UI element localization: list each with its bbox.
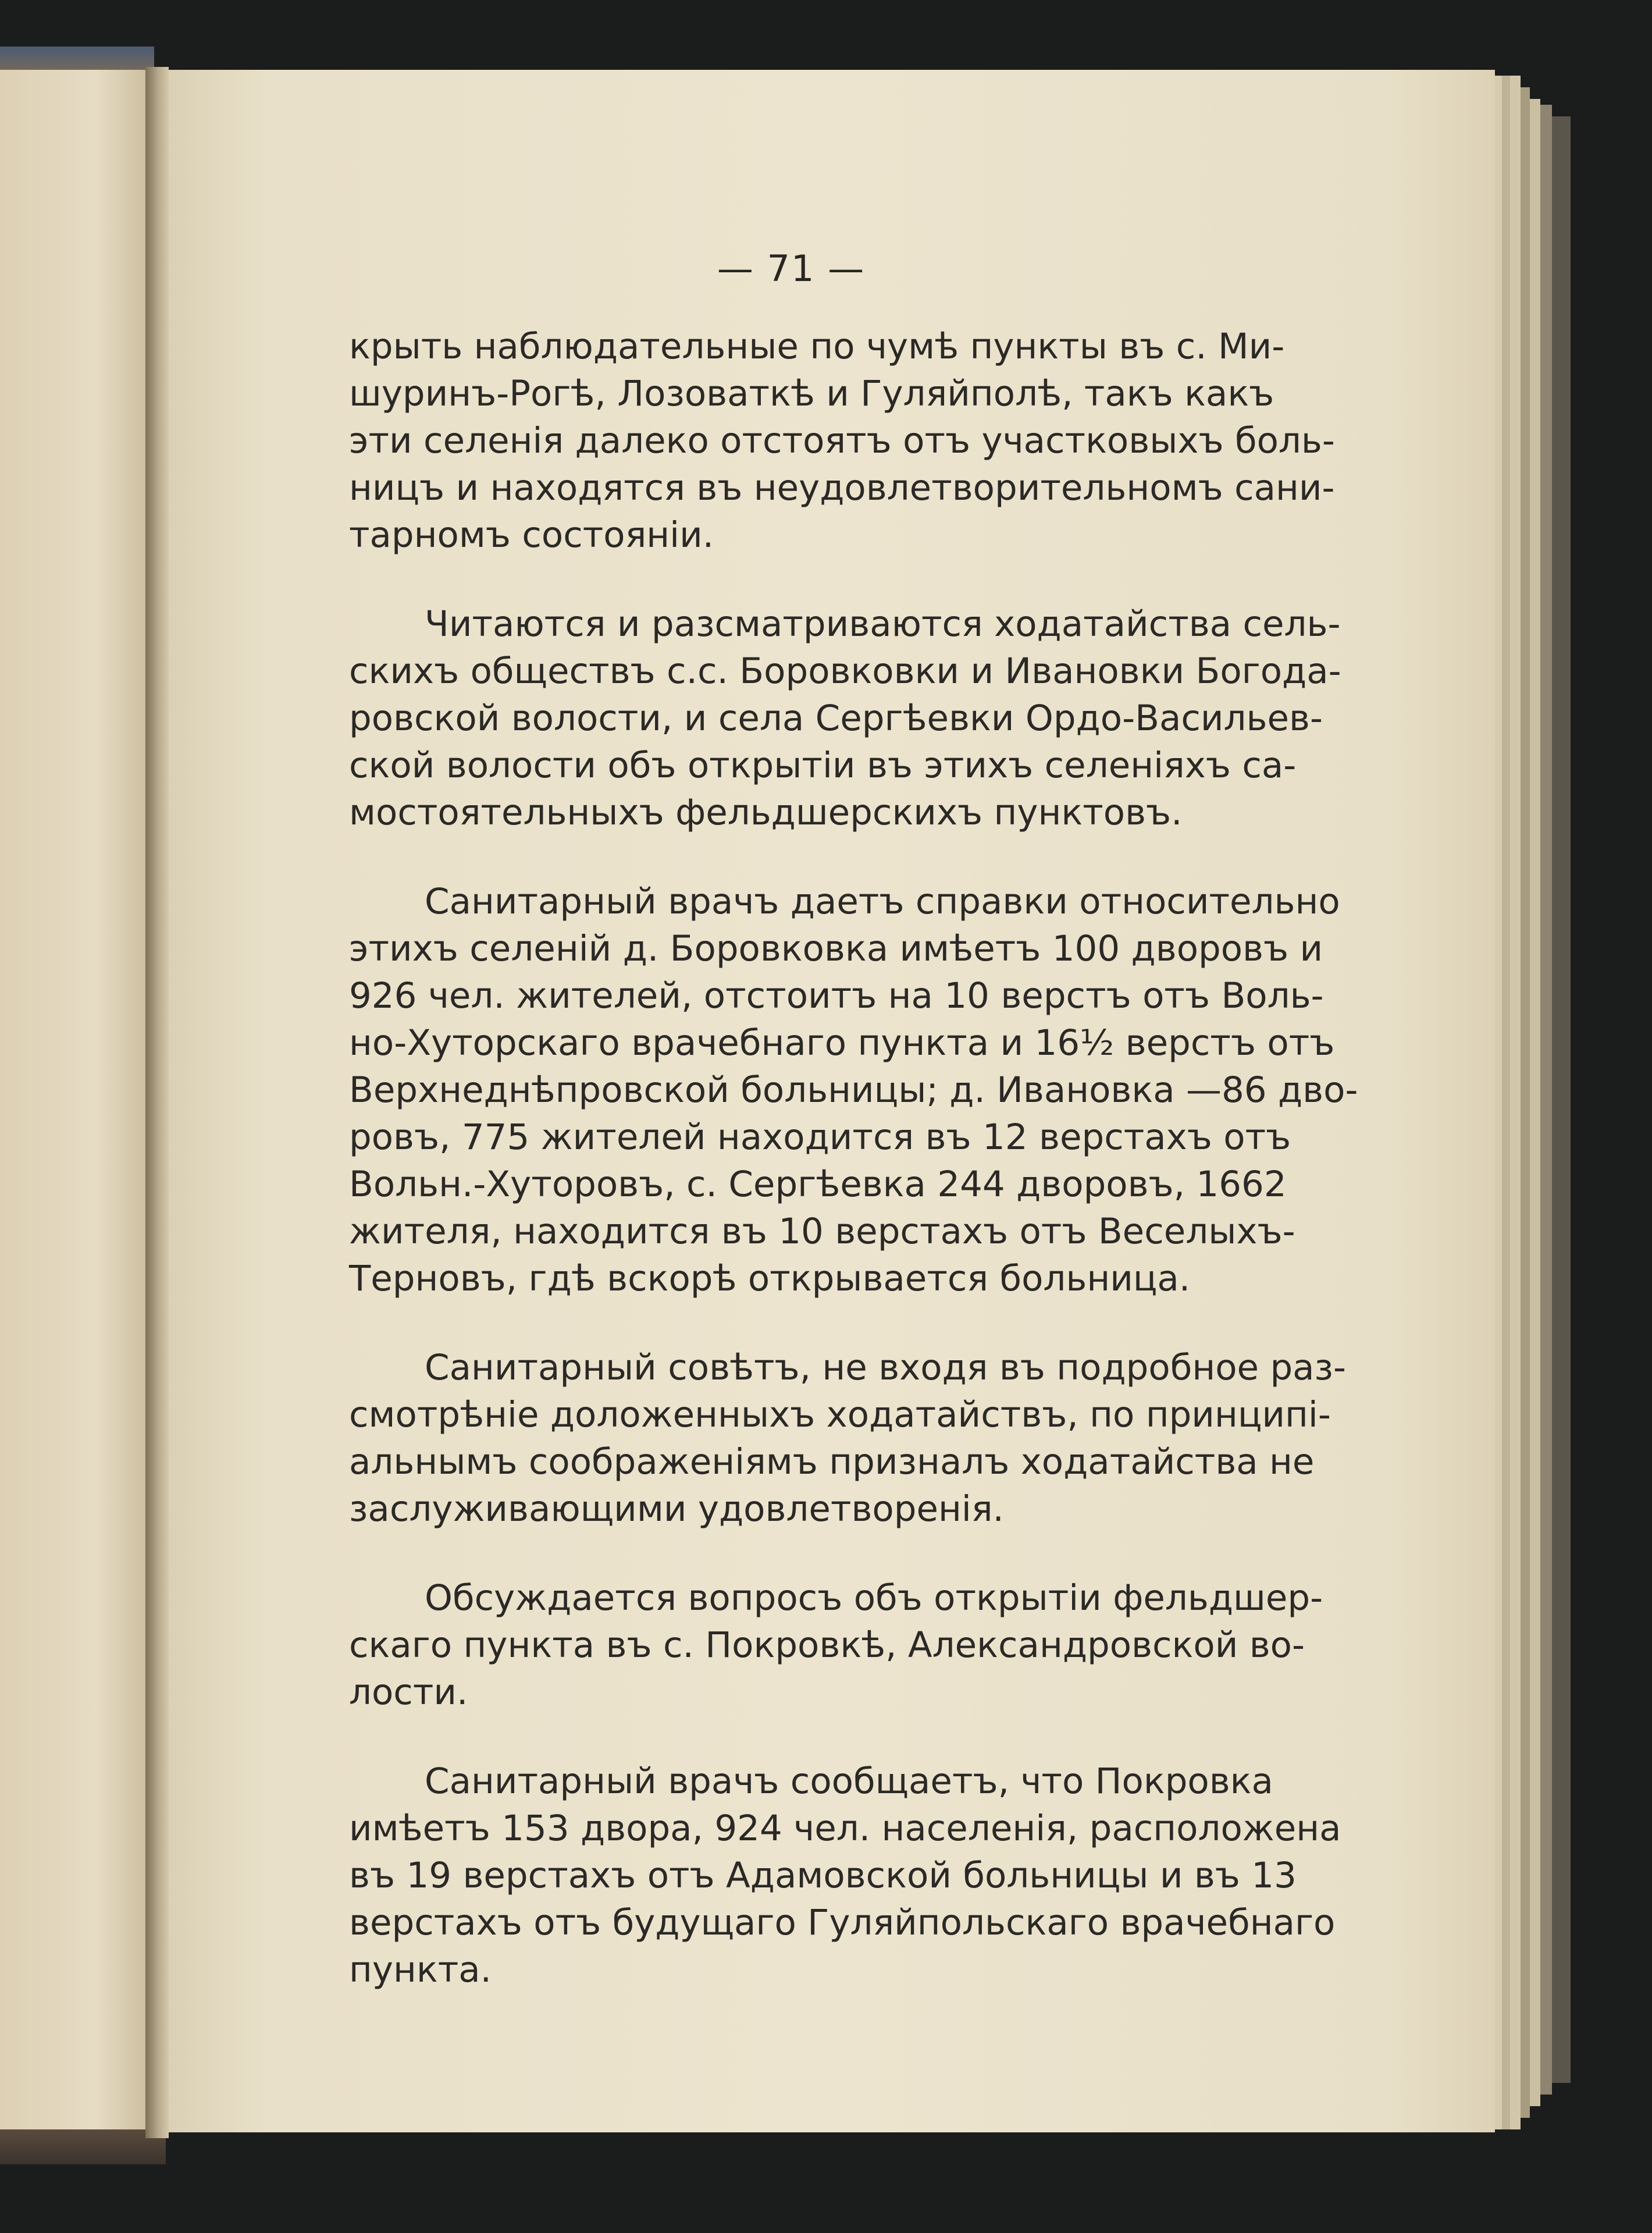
text-line: заслуживающими удовлетворенія. bbox=[349, 1488, 1004, 1530]
text-line: мостоятельныхъ фельдшерскихъ пунктовъ. bbox=[349, 792, 1183, 833]
text-line: Терновъ, гдѣ вскорѣ открывается больница. bbox=[349, 1258, 1191, 1299]
text-line: лости. bbox=[349, 1672, 468, 1713]
text-line: верстахъ отъ будущаго Гуляйпольскаго врачебнаго bbox=[349, 1902, 1336, 1943]
paragraph bbox=[349, 1758, 1341, 1993]
text-line: Читаются и разсматриваются ходатайства сель- bbox=[425, 603, 1341, 645]
paragraph bbox=[349, 878, 1358, 1302]
page-block-edge bbox=[1502, 76, 1510, 2129]
previous-page-edge bbox=[0, 70, 160, 2135]
text-line: Вольн.-Хуторовъ, с. Сергѣевка 244 дворовъ, 1662 bbox=[349, 1164, 1287, 1205]
text-line: Обсуждается вопросъ объ открытіи фельдшер- bbox=[425, 1577, 1323, 1619]
text-line: скаго пункта въ с. Покровкѣ, Александровской во- bbox=[349, 1624, 1305, 1666]
text-line: ницъ и находятся въ неудовлетворительномъ сани- bbox=[349, 467, 1335, 509]
page-block-edge bbox=[1540, 105, 1552, 2095]
previous-page-bottom-edge bbox=[0, 2129, 166, 2164]
text-line: но-Хуторскаго врачебнаго пункта и 16½ верстъ отъ bbox=[349, 1022, 1335, 1064]
text-line: ровъ, 775 жителей находится въ 12 верстахъ отъ bbox=[349, 1116, 1291, 1158]
text-line: ровской волости, и села Сергѣевки Ордо-Васильев- bbox=[349, 698, 1323, 739]
paragraph bbox=[349, 600, 1341, 836]
paragraph bbox=[349, 1574, 1323, 1716]
text-line: скихъ обществъ с.с. Боровковки и Ивановки Богода- bbox=[349, 650, 1341, 692]
book-cover-edge bbox=[1552, 116, 1571, 2083]
text-line: Санитарный врачъ даетъ справки относительно bbox=[425, 881, 1340, 922]
text-line: пункта. bbox=[349, 1949, 492, 1990]
page-block-edge bbox=[1521, 87, 1530, 2118]
text-line: въ 19 верстахъ отъ Адамовской больницы и въ 13 bbox=[349, 1855, 1297, 1896]
text-line: Санитарный совѣтъ, не входя въ подробное раз- bbox=[425, 1347, 1347, 1388]
text-line: этихъ селеній д. Боровковка имѣетъ 100 дворовъ и bbox=[349, 928, 1323, 969]
text-line: жителя, находится въ 10 верстахъ отъ Веселыхъ- bbox=[349, 1211, 1295, 1252]
text-line: Верхнеднѣпровской больницы; д. Ивановка —86 дво- bbox=[349, 1069, 1358, 1111]
text-line: тарномъ состояніи. bbox=[349, 514, 714, 556]
paragraph bbox=[349, 1344, 1347, 1532]
page-text bbox=[349, 323, 1358, 2035]
page-block-edge bbox=[1530, 99, 1540, 2106]
page-number: — 71 — bbox=[717, 247, 866, 290]
text-line: имѣетъ 153 двора, 924 чел. населенія, расположена bbox=[349, 1808, 1341, 1849]
book-gutter bbox=[145, 67, 169, 2138]
text-line: эти селенія далеко отстоятъ отъ участковыхъ боль- bbox=[349, 420, 1335, 461]
text-line: шуринъ-Рогѣ, Лозоваткѣ и Гуляйполѣ, такъ какъ bbox=[349, 373, 1274, 414]
text-line: крыть наблюдательные по чумѣ пункты въ с. Ми- bbox=[349, 326, 1285, 367]
paragraph bbox=[349, 323, 1335, 559]
text-line: альнымъ соображеніямъ призналъ ходатайства не bbox=[349, 1441, 1315, 1482]
page-block-edge bbox=[1510, 76, 1521, 2129]
text-line: смотрѣніе доложенныхъ ходатайствъ, по принципі- bbox=[349, 1394, 1331, 1435]
text-line: Санитарный врачъ сообщаетъ, что Покровка bbox=[425, 1761, 1273, 1802]
text-line: 926 чел. жителей, отстоитъ на 10 верстъ отъ Воль- bbox=[349, 975, 1324, 1016]
text-line: ской волости объ открытіи въ этихъ селеніяхъ са- bbox=[349, 745, 1297, 786]
